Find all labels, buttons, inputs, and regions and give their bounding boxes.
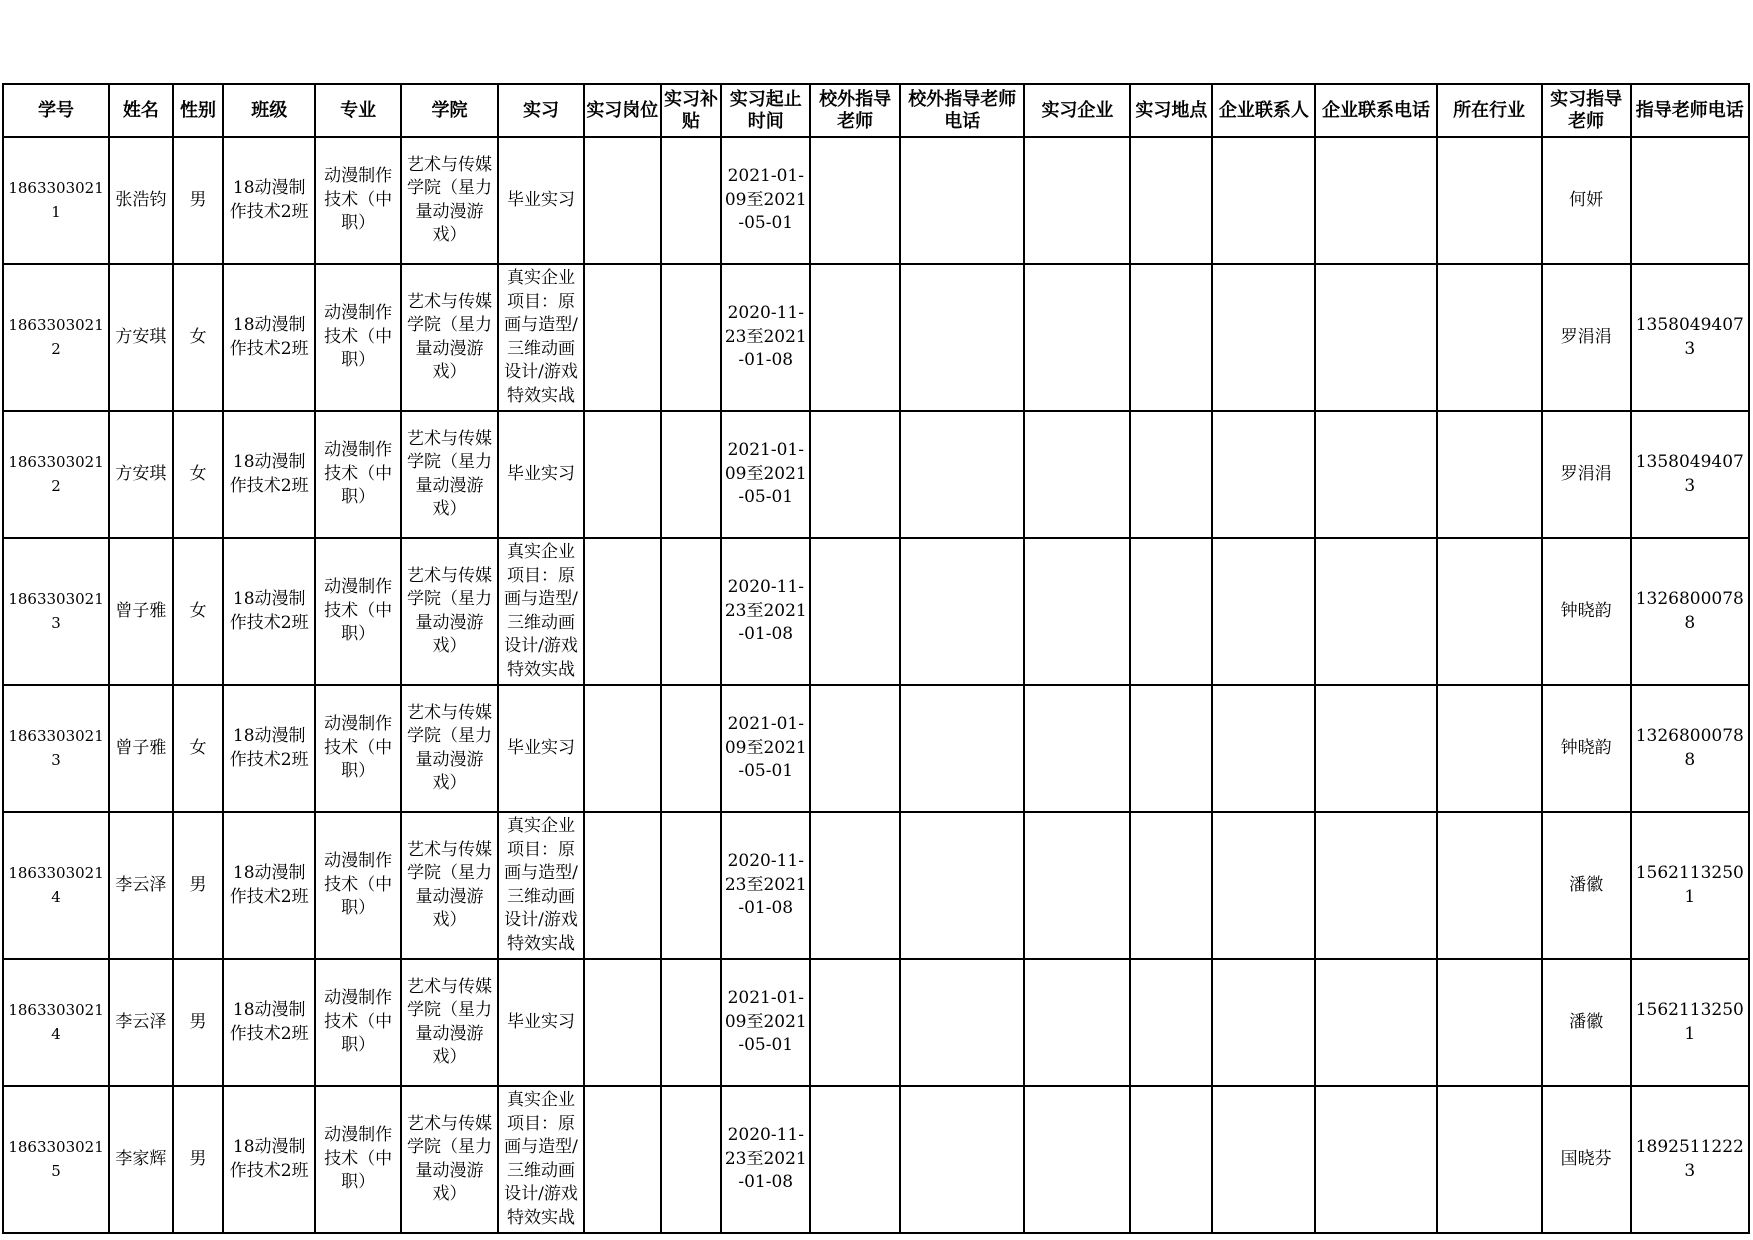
cell-text: 动漫制作技术（中职） [324, 988, 393, 1056]
cell-text: 艺术与传媒学院（星力量动漫游戏） [407, 1113, 493, 1204]
cell-contact-phone [1315, 685, 1436, 812]
cell-ext-mentor-phone [900, 812, 1024, 959]
col-header-mentor-phone: 指导老师电话 [1631, 84, 1749, 137]
col-header-position: 实习岗位 [584, 84, 661, 137]
cell-class [223, 137, 315, 264]
cell-internship [498, 411, 584, 538]
cell-text: 艺术与传媒学院（星力量动漫游戏） [407, 702, 493, 793]
cell-gender [173, 264, 224, 411]
cell-mentor [1542, 959, 1631, 1086]
cell-text: 2020-11-23至2021-01-08 [724, 1125, 807, 1193]
cell-text: 18633030212 [8, 453, 104, 495]
cell-text: 李云泽 [115, 874, 167, 895]
cell-subsidy [661, 1086, 722, 1233]
cell-text: 毕业实习 [506, 1011, 575, 1032]
cell-industry [1437, 959, 1542, 1086]
cell-text: 动漫制作技术（中职） [324, 440, 393, 508]
cell-internship [498, 685, 584, 812]
cell-text: 方安琪 [115, 463, 167, 484]
cell-company [1024, 538, 1130, 685]
cell-gender [173, 1086, 224, 1233]
cell-gender [173, 959, 224, 1086]
cell-text: 钟晓韵 [1560, 600, 1612, 621]
cell-text: 2020-11-23至2021-01-08 [724, 577, 807, 645]
cell-industry [1437, 538, 1542, 685]
cell-text: 动漫制作技术（中职） [324, 166, 393, 234]
cell-text: 2020-11-23至2021-01-08 [724, 303, 807, 371]
col-header-internship: 实习 [498, 84, 584, 137]
cell-industry [1437, 411, 1542, 538]
cell-position [584, 137, 661, 264]
cell-contact-phone [1315, 137, 1436, 264]
cell-text: 艺术与传媒学院（星力量动漫游戏） [407, 839, 493, 930]
cell-contact [1212, 812, 1315, 959]
cell-class [223, 1086, 315, 1233]
cell-mentor-phone [1631, 538, 1749, 685]
col-header-company: 实习企业 [1024, 84, 1130, 137]
cell-mentor-phone [1631, 959, 1749, 1086]
cell-text: 2021-01-09至2021-05-01 [724, 714, 807, 782]
table-row [3, 538, 1749, 685]
col-header-major: 专业 [315, 84, 401, 137]
cell-text: 罗涓涓 [1560, 463, 1612, 484]
cell-text: 国晓芬 [1560, 1148, 1612, 1169]
cell-text: 曾子雅 [115, 600, 167, 621]
cell-text: 18925112223 [1635, 1137, 1744, 1181]
cell-internship [498, 812, 584, 959]
cell-mentor-phone [1631, 411, 1749, 538]
cell-text: 毕业实习 [506, 737, 575, 758]
col-header-period: 实习起止时间 [721, 84, 810, 137]
cell-major [315, 137, 401, 264]
cell-mentor-phone [1631, 812, 1749, 959]
cell-ext-mentor-phone [900, 137, 1024, 264]
cell-text: 钟晓韵 [1560, 737, 1612, 758]
cell-period [721, 137, 810, 264]
cell-text: 18动漫制作技术2班 [229, 589, 309, 633]
table-row [3, 685, 1749, 812]
cell-text: 18动漫制作技术2班 [229, 726, 309, 770]
cell-subsidy [661, 137, 722, 264]
table-body [3, 137, 1749, 1233]
cell-text: 艺术与传媒学院（星力量动漫游戏） [407, 428, 493, 519]
cell-text: 男 [189, 1011, 207, 1032]
cell-mentor [1542, 685, 1631, 812]
cell-ext-mentor-phone [900, 685, 1024, 812]
cell-ext-mentor [810, 411, 900, 538]
cell-text: 曾子雅 [115, 737, 167, 758]
header-row [3, 84, 1749, 137]
table-row [3, 137, 1749, 264]
cell-position [584, 812, 661, 959]
cell-major [315, 264, 401, 411]
cell-text: 潘徽 [1569, 1011, 1604, 1032]
cell-text: 18动漫制作技术2班 [229, 1137, 309, 1181]
col-header-college: 学院 [401, 84, 498, 137]
cell-text: 18动漫制作技术2班 [229, 863, 309, 907]
cell-text: 毕业实习 [506, 189, 575, 210]
cell-text: 男 [189, 1148, 207, 1169]
cell-gender [173, 538, 224, 685]
cell-contact [1212, 1086, 1315, 1233]
cell-major [315, 411, 401, 538]
cell-text: 艺术与传媒学院（星力量动漫游戏） [407, 976, 493, 1067]
cell-name [109, 264, 173, 411]
cell-period [721, 1086, 810, 1233]
cell-text: 女 [189, 463, 207, 484]
cell-industry [1437, 264, 1542, 411]
cell-contact [1212, 685, 1315, 812]
cell-location [1130, 137, 1212, 264]
cell-college [401, 411, 498, 538]
cell-location [1130, 959, 1212, 1086]
cell-text: 李家辉 [115, 1148, 167, 1169]
cell-ext-mentor [810, 538, 900, 685]
cell-position [584, 685, 661, 812]
cell-college [401, 685, 498, 812]
cell-id [3, 137, 109, 264]
cell-text: 2021-01-09至2021-05-01 [724, 166, 807, 234]
cell-contact [1212, 959, 1315, 1086]
cell-major [315, 1086, 401, 1233]
cell-text: 2021-01-09至2021-05-01 [724, 988, 807, 1056]
cell-text: 真实企业项目：原画与造型/三维动画设计/游戏特效实战 [504, 268, 578, 406]
cell-id [3, 411, 109, 538]
cell-text: 何妍 [1569, 189, 1604, 210]
cell-college [401, 1086, 498, 1233]
cell-industry [1437, 812, 1542, 959]
cell-company [1024, 1086, 1130, 1233]
col-header-gender: 性别 [173, 84, 224, 137]
cell-contact-phone [1315, 411, 1436, 538]
cell-text: 13268000788 [1635, 589, 1744, 633]
cell-college [401, 812, 498, 959]
cell-ext-mentor-phone [900, 1086, 1024, 1233]
cell-major [315, 685, 401, 812]
cell-internship [498, 264, 584, 411]
cell-mentor-phone [1631, 685, 1749, 812]
cell-college [401, 538, 498, 685]
cell-id [3, 812, 109, 959]
cell-college [401, 137, 498, 264]
cell-class [223, 411, 315, 538]
cell-location [1130, 264, 1212, 411]
cell-text: 18动漫制作技术2班 [229, 315, 309, 359]
cell-text: 18动漫制作技术2班 [229, 1000, 309, 1044]
cell-text: 男 [189, 189, 207, 210]
cell-location [1130, 812, 1212, 959]
table-row [3, 264, 1749, 411]
cell-text: 女 [189, 326, 207, 347]
cell-gender [173, 137, 224, 264]
cell-contact-phone [1315, 538, 1436, 685]
table-row [3, 411, 1749, 538]
cell-ext-mentor [810, 264, 900, 411]
cell-mentor [1542, 812, 1631, 959]
cell-ext-mentor [810, 685, 900, 812]
cell-location [1130, 1086, 1212, 1233]
table-row [3, 959, 1749, 1086]
cell-mentor [1542, 411, 1631, 538]
col-header-name: 姓名 [109, 84, 173, 137]
cell-text: 方安琪 [115, 326, 167, 347]
cell-company [1024, 812, 1130, 959]
cell-mentor [1542, 1086, 1631, 1233]
cell-text: 真实企业项目：原画与造型/三维动画设计/游戏特效实战 [504, 816, 578, 954]
cell-text: 13580494073 [1635, 452, 1744, 496]
cell-text: 艺术与传媒学院（星力量动漫游戏） [407, 154, 493, 245]
cell-subsidy [661, 959, 722, 1086]
cell-text: 18633030214 [8, 1001, 104, 1043]
cell-contact-phone [1315, 264, 1436, 411]
cell-contact [1212, 411, 1315, 538]
cell-text: 艺术与传媒学院（星力量动漫游戏） [407, 291, 493, 382]
cell-ext-mentor [810, 959, 900, 1086]
col-header-location: 实习地点 [1130, 84, 1212, 137]
cell-industry [1437, 685, 1542, 812]
cell-class [223, 959, 315, 1086]
col-header-industry: 所在行业 [1437, 84, 1542, 137]
cell-location [1130, 538, 1212, 685]
cell-mentor-phone [1631, 1086, 1749, 1233]
col-header-id: 学号 [3, 84, 109, 137]
cell-subsidy [661, 812, 722, 959]
cell-text: 真实企业项目：原画与造型/三维动画设计/游戏特效实战 [504, 542, 578, 680]
cell-name [109, 812, 173, 959]
cell-contact-phone [1315, 1086, 1436, 1233]
cell-id [3, 538, 109, 685]
cell-class [223, 264, 315, 411]
cell-class [223, 812, 315, 959]
cell-contact [1212, 264, 1315, 411]
cell-text: 动漫制作技术（中职） [324, 577, 393, 645]
cell-text: 动漫制作技术（中职） [324, 303, 393, 371]
cell-company [1024, 685, 1130, 812]
cell-text: 18633030211 [8, 179, 104, 221]
cell-internship [498, 137, 584, 264]
cell-subsidy [661, 411, 722, 538]
cell-text: 男 [189, 874, 207, 895]
cell-id [3, 264, 109, 411]
cell-id [3, 959, 109, 1086]
cell-contact-phone [1315, 959, 1436, 1086]
cell-text: 18633030213 [8, 727, 104, 769]
cell-text: 13580494073 [1635, 315, 1744, 359]
cell-ext-mentor-phone [900, 411, 1024, 538]
col-header-contact-phone: 企业联系电话 [1315, 84, 1436, 137]
cell-major [315, 959, 401, 1086]
cell-position [584, 959, 661, 1086]
cell-ext-mentor-phone [900, 538, 1024, 685]
cell-period [721, 959, 810, 1086]
cell-mentor [1542, 264, 1631, 411]
cell-industry [1437, 1086, 1542, 1233]
cell-name [109, 411, 173, 538]
cell-period [721, 685, 810, 812]
cell-ext-mentor [810, 812, 900, 959]
cell-college [401, 959, 498, 1086]
col-header-mentor: 实习指导老师 [1542, 84, 1631, 137]
cell-text: 18633030212 [8, 316, 104, 358]
cell-text: 18动漫制作技术2班 [229, 178, 309, 222]
cell-text: 18633030214 [8, 864, 104, 906]
cell-internship [498, 1086, 584, 1233]
cell-ext-mentor-phone [900, 264, 1024, 411]
cell-ext-mentor [810, 137, 900, 264]
table-row [3, 1086, 1749, 1233]
cell-contact [1212, 538, 1315, 685]
cell-text: 罗涓涓 [1560, 326, 1612, 347]
cell-position [584, 1086, 661, 1233]
cell-period [721, 264, 810, 411]
cell-text: 18动漫制作技术2班 [229, 452, 309, 496]
cell-ext-mentor-phone [900, 959, 1024, 1086]
cell-gender [173, 812, 224, 959]
col-header-class: 班级 [223, 84, 315, 137]
cell-position [584, 411, 661, 538]
cell-mentor-phone [1631, 264, 1749, 411]
cell-mentor [1542, 538, 1631, 685]
col-header-contact: 企业联系人 [1212, 84, 1315, 137]
cell-name [109, 959, 173, 1086]
cell-industry [1437, 137, 1542, 264]
cell-major [315, 538, 401, 685]
cell-position [584, 264, 661, 411]
cell-location [1130, 685, 1212, 812]
cell-name [109, 1086, 173, 1233]
cell-text: 18633030213 [8, 590, 104, 632]
cell-text: 艺术与传媒学院（星力量动漫游戏） [407, 565, 493, 656]
cell-text: 真实企业项目：原画与造型/三维动画设计/游戏特效实战 [504, 1090, 578, 1228]
cell-text: 2021-01-09至2021-05-01 [724, 440, 807, 508]
cell-name [109, 137, 173, 264]
cell-text: 毕业实习 [506, 463, 575, 484]
cell-mentor [1542, 137, 1631, 264]
cell-name [109, 538, 173, 685]
cell-college [401, 264, 498, 411]
cell-mentor-phone [1631, 137, 1749, 264]
cell-class [223, 538, 315, 685]
cell-position [584, 538, 661, 685]
cell-subsidy [661, 264, 722, 411]
col-header-subsidy: 实习补贴 [661, 84, 722, 137]
cell-name [109, 685, 173, 812]
cell-internship [498, 959, 584, 1086]
cell-text: 15621132501 [1635, 1000, 1744, 1044]
cell-internship [498, 538, 584, 685]
cell-text: 李云泽 [115, 1011, 167, 1032]
cell-text: 动漫制作技术（中职） [324, 1125, 393, 1193]
cell-text: 张浩钧 [115, 189, 167, 210]
cell-text: 女 [189, 737, 207, 758]
cell-text: 15621132501 [1635, 863, 1744, 907]
cell-id [3, 685, 109, 812]
cell-period [721, 812, 810, 959]
cell-subsidy [661, 538, 722, 685]
cell-gender [173, 411, 224, 538]
cell-period [721, 538, 810, 685]
col-header-ext-mentor: 校外指导老师 [810, 84, 900, 137]
cell-id [3, 1086, 109, 1233]
cell-company [1024, 264, 1130, 411]
cell-ext-mentor [810, 1086, 900, 1233]
internship-table [2, 83, 1750, 1234]
cell-text: 女 [189, 600, 207, 621]
cell-text: 2020-11-23至2021-01-08 [724, 851, 807, 919]
cell-contact [1212, 137, 1315, 264]
cell-text: 潘徽 [1569, 874, 1604, 895]
cell-period [721, 411, 810, 538]
cell-company [1024, 411, 1130, 538]
cell-class [223, 685, 315, 812]
cell-location [1130, 411, 1212, 538]
cell-company [1024, 137, 1130, 264]
cell-text: 动漫制作技术（中职） [324, 851, 393, 919]
cell-contact-phone [1315, 812, 1436, 959]
cell-text: 13268000788 [1635, 726, 1744, 770]
cell-text: 18633030215 [8, 1138, 104, 1180]
cell-major [315, 812, 401, 959]
col-header-ext-mentor-phone: 校外指导老师电话 [900, 84, 1024, 137]
cell-gender [173, 685, 224, 812]
table-row [3, 812, 1749, 959]
cell-text: 动漫制作技术（中职） [324, 714, 393, 782]
cell-subsidy [661, 685, 722, 812]
cell-company [1024, 959, 1130, 1086]
